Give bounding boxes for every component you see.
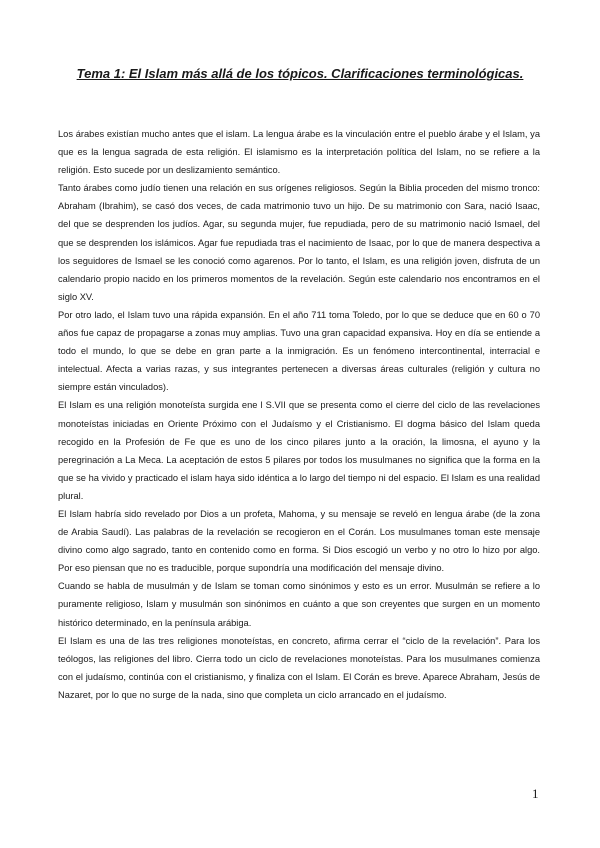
page-title: Tema 1: El Islam más allá de los tópicos. Clarificaciones terminológicas. [76,66,524,81]
paragraph-4: El Islam es una religión monoteísta surgida ene l S.VII que se presenta como el cierre del ciclo de las revelaciones monoteístas iniciadas en Oriente Próximo con el Judaísmo y el Cristianismo. El dogma básico del Islam queda recogido en la Profesión de Fe que es uno de los cinco pilares junto a la oración, la limosna, el ayuno y la peregrinación a La Meca. La aceptación de estos 5 pilares por todos los musulmanes no significa que la forma en la que se ha vivido y practicado el islam haya sido idéntica a lo largo del tiempo ni del espacio. El Islam es una realidad plural. [58,400,540,501]
paragraph-3: Por otro lado, el Islam tuvo una rápida expansión. En el año 711 toma Toledo, por lo que se deduce que en 60 o 70 años fue capaz de propagarse a zonas muy amplias. Tuvo una gran capacidad expansiva. Hoy en día se entiende a todo el mundo, lo que se debe en gran parte a la inmigración. Es un fenómeno intercontinental, interracial e intelectual. Afecta a varias razas, y sus integrantes pertenecen a diversas áreas culturales (religión y cultura no siempre están vinculados). [58,309,540,393]
paragraph-2: Tanto árabes como judío tienen una relación en sus orígenes religiosos. Según la Biblia proceden del mismo tronco: Abraham (Ibrahim), se casó dos veces, de cada matrimonio tuvo un hijo. De su matrimonio con Sara, nació Isaac, del que se desprenden los judíos. Agar, su segunda mujer, fue repudiada, pero de su matrimonio nació Ismael, del que se desprenden los islámicos. Agar fue repudiada tras el nacimiento de Isaac, por lo que de manera despectiva a los seguidores de Ismael se les conoció como agarenos. Por lo tanto, el Islam, es una religión joven, disfruta de un calendario propio nacido en los primeros momentos de la revelación. Según este calendario nos encontramos en el siglo XV. [58,183,540,302]
paragraph-6: Cuando se habla de musulmán y de Islam se toman como sinónimos y esto es un error. Musulmán se refiere a lo puramente religioso, Islam y musulmán son sinónimos en cuánto a que son creyentes que surgen en un momento histórico determinado, en la península arábiga. [58,581,540,628]
paragraph-1: Los árabes existían mucho antes que el islam. La lengua árabe es la vinculación entre el pueblo árabe y el Islam, ya que es la lengua sagrada de esta religión. El islamismo es la interpretación política del Islam, no se refiere a la religión. Esto sucede por un deslizamiento semántico. [58,129,540,176]
document-body [58,125,540,704]
paragraph-5: El Islam habría sido revelado por Dios a un profeta, Mahoma, y su mensaje se reveló en lengua árabe (de la zona de Arabia Saudí). Las palabras de la revelación se recogieron en el Corán. Los musulmanes toman este mensaje divino como algo sagrado, tanto en contenido como en forma. Si Dios escogió un verbo y no otro lo hizo por algo. Por eso piensan que no es traducible, porque supondría una modificación del mensaje divino. [58,508,540,574]
paragraph-7: El Islam es una de las tres religiones monoteístas, en concreto, afirma cerrar el “ciclo de la revelación”. Para los teólogos, las religiones del libro. Cierra todo un ciclo de revelaciones monoteístas. Para los musulmanes comienza con el judaísmo, continúa con el cristianismo, y finaliza con el Islam. El Corán es breve. Aparece Abraham, Jesús de Nazaret, por lo que no surge de la nada, sino que completa un ciclo arrancado en el judaísmo. [58,635,540,700]
page-number: 1 [532,786,539,801]
